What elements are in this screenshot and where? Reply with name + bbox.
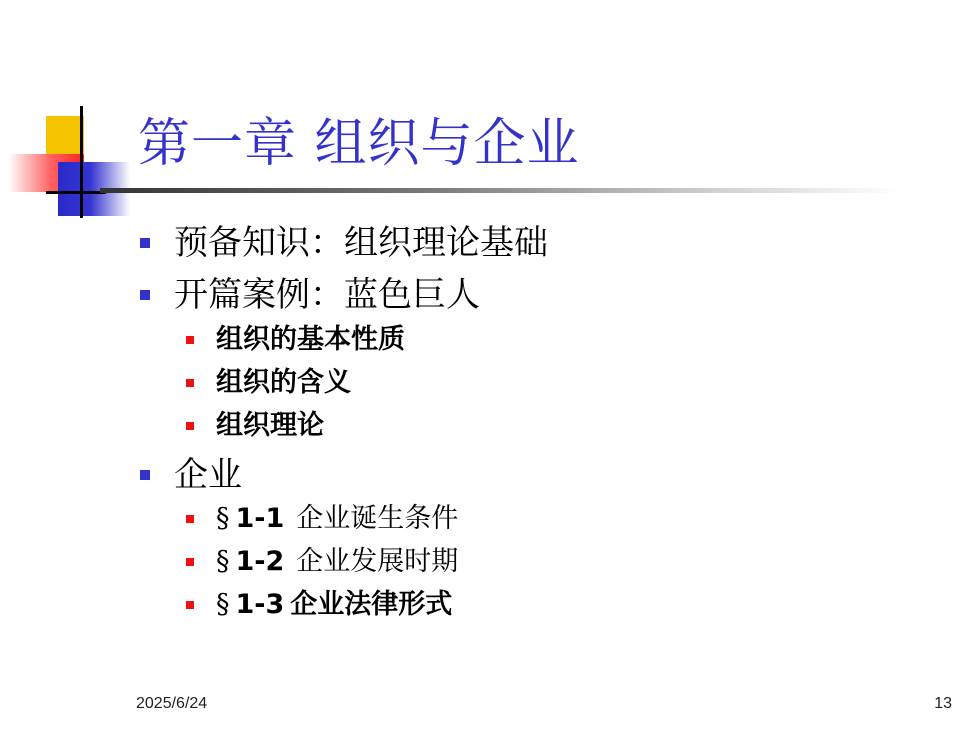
section-title: 企业发展时期 [296, 546, 459, 577]
list-subitem-section-1-3 [186, 586, 452, 624]
bullet-square-icon [186, 515, 194, 523]
list-subitem-section-1-1 [186, 500, 458, 538]
section-sign: § [216, 503, 230, 534]
list-subitem-basic-nature [186, 321, 405, 359]
bullet-square-icon [140, 470, 150, 480]
section-number: 1-2 [235, 546, 285, 577]
list-item-label: 预备知识：组织理论基础 [174, 223, 548, 263]
bullet-square-icon [140, 238, 150, 248]
emblem-vertical-line [80, 106, 83, 218]
list-subitem-theory [186, 407, 324, 445]
bullet-square-icon [186, 422, 194, 430]
bullet-square-icon [186, 558, 194, 566]
section-number: 1-1 [235, 503, 285, 534]
list-subitem-section-1-2 [186, 543, 458, 581]
bullet-square-icon [140, 290, 150, 300]
slide-corner-emblem [0, 0, 140, 230]
list-subitem-label: 组织的含义 [216, 367, 351, 398]
list-item-label: 开篇案例：蓝色巨人 [174, 275, 480, 315]
section-title: 企业法律形式 [290, 589, 453, 620]
section-number: 1-3 [235, 589, 285, 620]
list-subitem-meaning [186, 364, 351, 402]
list-item-enterprise [140, 452, 242, 498]
emblem-horizontal-line [46, 191, 106, 194]
slide-page-number: 13 [934, 695, 952, 712]
title-underline-rule [100, 188, 900, 193]
section-title: 企业诞生条件 [296, 503, 459, 534]
slide-title: 第一章 组织与企业 [138, 114, 580, 174]
emblem-yellow-square [46, 116, 84, 154]
bullet-square-icon [186, 379, 194, 387]
bullet-square-icon [186, 336, 194, 344]
list-item-opening-case [140, 272, 480, 318]
section-sign: § [216, 546, 230, 577]
bullet-square-icon [186, 601, 194, 609]
list-subitem-label: 组织理论 [216, 410, 324, 441]
list-item-prep-knowledge [140, 220, 548, 266]
section-sign: § [216, 589, 230, 620]
list-subitem-label: 组织的基本性质 [216, 324, 405, 355]
footer-date: 2025/6/24 [136, 695, 208, 712]
list-item-label: 企业 [174, 455, 242, 495]
